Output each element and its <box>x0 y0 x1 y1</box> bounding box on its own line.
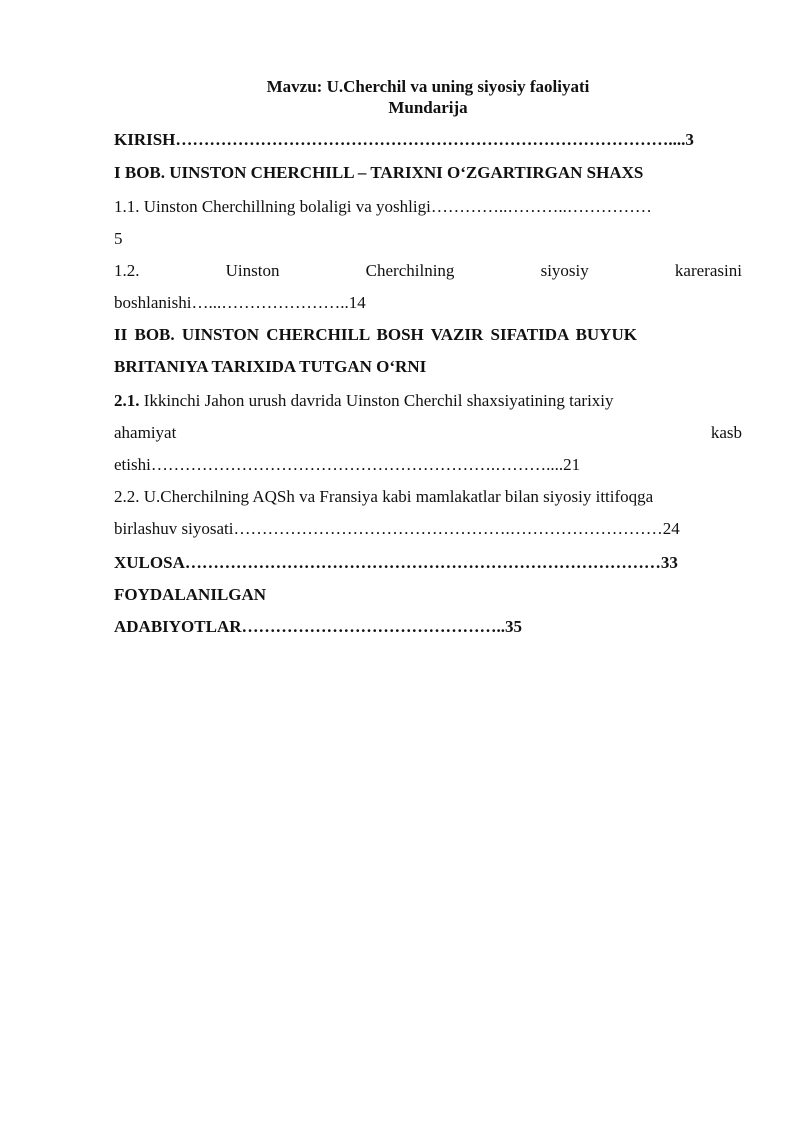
toc-word: karerasini <box>674 261 742 280</box>
toc-section-2-2-cont: birlashuv siyosati………………………………………….………………………24 <box>114 519 680 538</box>
toc-chapter-1-title: I BOB. UINSTON CHERCHILL – TARIXNI O‘ZGARTIRGAN SHAXS <box>114 163 644 182</box>
contents-title: Mundarija <box>388 98 468 117</box>
toc-section-1-2-cont: boshlanishi…...…………………..14 <box>114 293 366 312</box>
toc-section-2-1-cont <box>114 423 742 443</box>
toc-word: siyosiy <box>540 261 589 280</box>
toc-word: Cherchilning <box>365 261 455 280</box>
toc-section-1-1: 1.1. Uinston Cherchillning bolaligi va yoshligi…………..………..…………… <box>114 197 652 216</box>
toc-section-1-2 <box>114 261 742 281</box>
toc-word: Uinston <box>225 261 280 280</box>
toc-section-1-1-page: 5 <box>114 229 123 248</box>
toc-word: ahamiyat <box>114 423 177 442</box>
toc-entry-xulosa: XULOSA…………………………………………………………………………33 <box>114 553 678 572</box>
toc-chapter-2-title-cont: BRITANIYA TARIXIDA TUTGAN O‘RNI <box>114 357 427 376</box>
document-topic: Mavzu: U.Cherchil va uning siyosiy faoliyati <box>266 77 590 96</box>
toc-section-2-1-page: etishi…………………………………………………….………....21 <box>114 455 581 474</box>
section-number: 2.1. <box>114 391 140 410</box>
toc-section-2-1 <box>114 391 742 411</box>
toc-section-2-2: 2.2. U.Cherchilning AQSh va Fransiya kabi mamlakatlar bilan siyosiy ittifoqga <box>114 487 654 506</box>
toc-entry-bibliography: FOYDALANILGAN <box>114 585 267 604</box>
toc-chapter-2-title: II BOB. UINSTON CHERCHILL BOSH VAZIR SIFATIDA BUYUK <box>114 325 637 344</box>
toc-entry-kirish: KIRISH……………………………………………………………………………....3 <box>114 130 694 149</box>
section-text: Ikkinchi Jahon urush davrida Uinston Cherchil shaxsiyatining tarixiy <box>139 391 614 410</box>
toc-entry-bibliography-cont: ADABIYOTLAR………………………………………..35 <box>114 617 523 636</box>
toc-word: 1.2. <box>114 261 140 280</box>
toc-word: kasb <box>710 423 742 442</box>
